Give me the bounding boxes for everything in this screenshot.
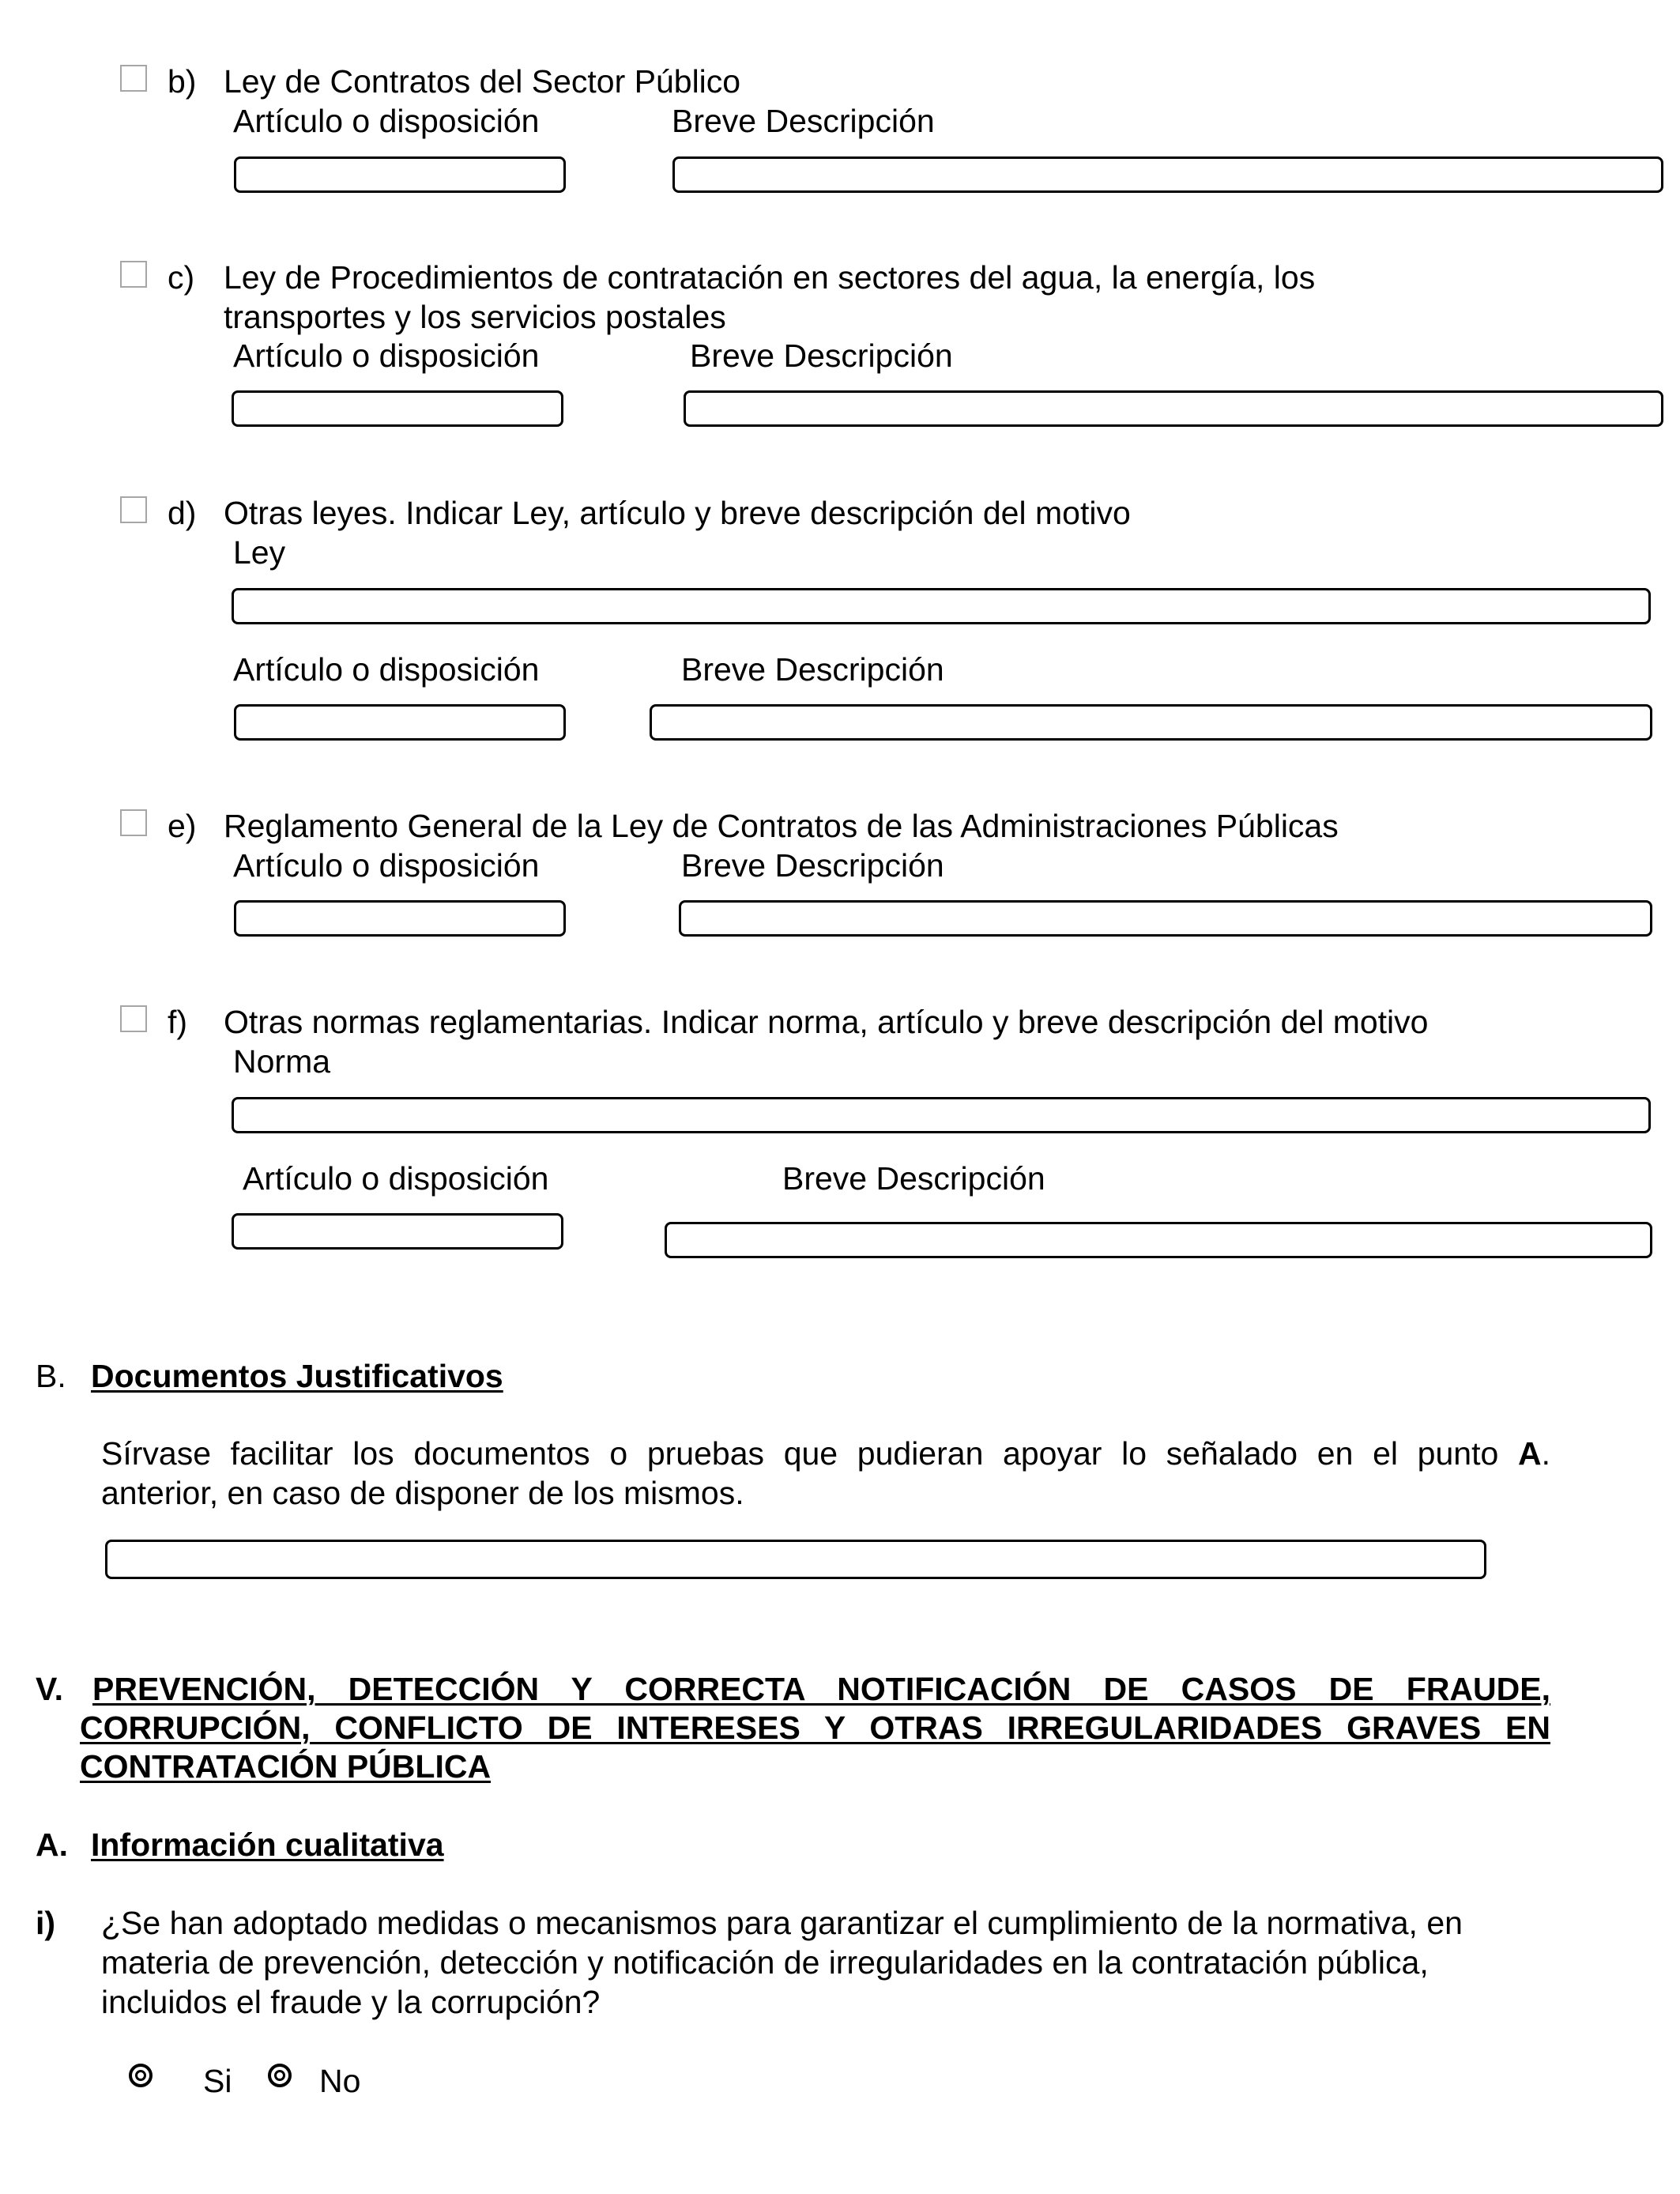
articulo-label-e: Artículo o disposición xyxy=(233,847,540,884)
item-title-b: Ley de Contratos del Sector Público xyxy=(224,63,741,100)
ley-field[interactable] xyxy=(232,588,1651,624)
section-a-prefix: A. xyxy=(36,1826,68,1863)
checkbox-item-f[interactable] xyxy=(120,1005,147,1032)
articulo-label-f: Artículo o disposición xyxy=(243,1160,549,1197)
articulo-field-d[interactable] xyxy=(234,704,566,741)
question-i-line3: incluidos el fraude y la corrupción? xyxy=(101,1984,601,2020)
section-b-heading: Documentos Justificativos xyxy=(91,1358,503,1394)
item-title-f: Otras normas reglamentarias. Indicar norma, artículo y breve descripción del motivo xyxy=(224,1004,1429,1040)
item-title-e: Reglamento General de la Ley de Contratos de las Administraciones Públicas xyxy=(224,808,1339,844)
radio-si[interactable] xyxy=(128,2063,153,2088)
articulo-label-b: Artículo o disposición xyxy=(233,103,540,139)
item-letter-e: e) xyxy=(168,808,197,844)
option-si-label: Si xyxy=(203,2063,232,2099)
descripcion-label-e: Breve Descripción xyxy=(681,847,944,884)
checkbox-item-b[interactable] xyxy=(120,65,147,92)
articulo-field-f[interactable] xyxy=(232,1213,563,1250)
ley-label: Ley xyxy=(233,534,286,571)
section-v-heading-line2: CORRUPCIÓN, CONFLICTO DE INTERESES Y OTRAS IRREGULARIDADES GRAVES EN xyxy=(80,1710,1550,1746)
articulo-field-b[interactable] xyxy=(234,156,566,193)
descripcion-label-c: Breve Descripción xyxy=(690,337,953,374)
descripcion-label-f: Breve Descripción xyxy=(782,1160,1045,1197)
question-i-line2: materia de prevención, detección y notificación de irregularidades en la contratación pública, xyxy=(101,1944,1429,1981)
item-letter-b: b) xyxy=(168,63,197,100)
question-i-line1: ¿Se han adoptado medidas o mecanismos para garantizar el cumplimiento de la normativa, en xyxy=(101,1905,1463,1941)
item-title-c-line1: Ley de Procedimientos de contratación en sectores del agua, la energía, los xyxy=(224,259,1316,296)
descripcion-label-b: Breve Descripción xyxy=(672,103,935,139)
norma-field[interactable] xyxy=(232,1097,1651,1133)
documentos-field[interactable] xyxy=(105,1540,1486,1579)
item-title-c-line2: transportes y los servicios postales xyxy=(224,299,726,335)
section-v-heading-line3: CONTRATACIÓN PÚBLICA xyxy=(80,1748,492,1785)
item-letter-c: c) xyxy=(168,259,195,296)
descripcion-field-f[interactable] xyxy=(665,1222,1652,1258)
checkbox-item-d[interactable] xyxy=(120,496,147,523)
section-a-heading: Información cualitativa xyxy=(91,1826,444,1863)
item-letter-f: f) xyxy=(168,1004,188,1040)
section-v-heading-line1: PREVENCIÓN, DETECCIÓN Y CORRECTA NOTIFICACIÓN DE CASOS DE FRAUDE, xyxy=(92,1671,1550,1707)
section-b-paragraph-line1 xyxy=(101,1434,1550,1473)
checkbox-item-e[interactable] xyxy=(120,809,147,836)
norma-label: Norma xyxy=(233,1043,331,1080)
descripcion-field-d[interactable] xyxy=(650,704,1652,741)
radio-no[interactable] xyxy=(267,2063,292,2088)
articulo-field-c[interactable] xyxy=(232,390,563,427)
question-i-marker: i) xyxy=(36,1905,56,1941)
articulo-label-d: Artículo o disposición xyxy=(233,651,540,688)
descripcion-field-b[interactable] xyxy=(672,156,1663,193)
section-b-para-period: . xyxy=(1541,1435,1550,1472)
articulo-label-c: Artículo o disposición xyxy=(233,337,540,374)
descripcion-label-d: Breve Descripción xyxy=(681,651,944,688)
item-letter-d: d) xyxy=(168,495,197,531)
option-no-label: No xyxy=(319,2063,361,2099)
descripcion-field-e[interactable] xyxy=(679,900,1652,937)
item-title-d: Otras leyes. Indicar Ley, artículo y breve descripción del motivo xyxy=(224,495,1131,531)
checkbox-item-c[interactable] xyxy=(120,261,147,288)
articulo-field-e[interactable] xyxy=(234,900,566,937)
section-b-paragraph-line2: anterior, en caso de disponer de los mismos. xyxy=(101,1475,744,1511)
section-b-prefix: B. xyxy=(36,1358,66,1394)
descripcion-field-c[interactable] xyxy=(684,390,1663,427)
section-b-para-text: Sírvase facilitar los documentos o pruebas que pudieran apoyar lo señalado en el punto xyxy=(101,1435,1499,1472)
section-v-prefix: V. xyxy=(36,1671,63,1707)
section-b-para-bold-ref: A xyxy=(1517,1435,1542,1472)
